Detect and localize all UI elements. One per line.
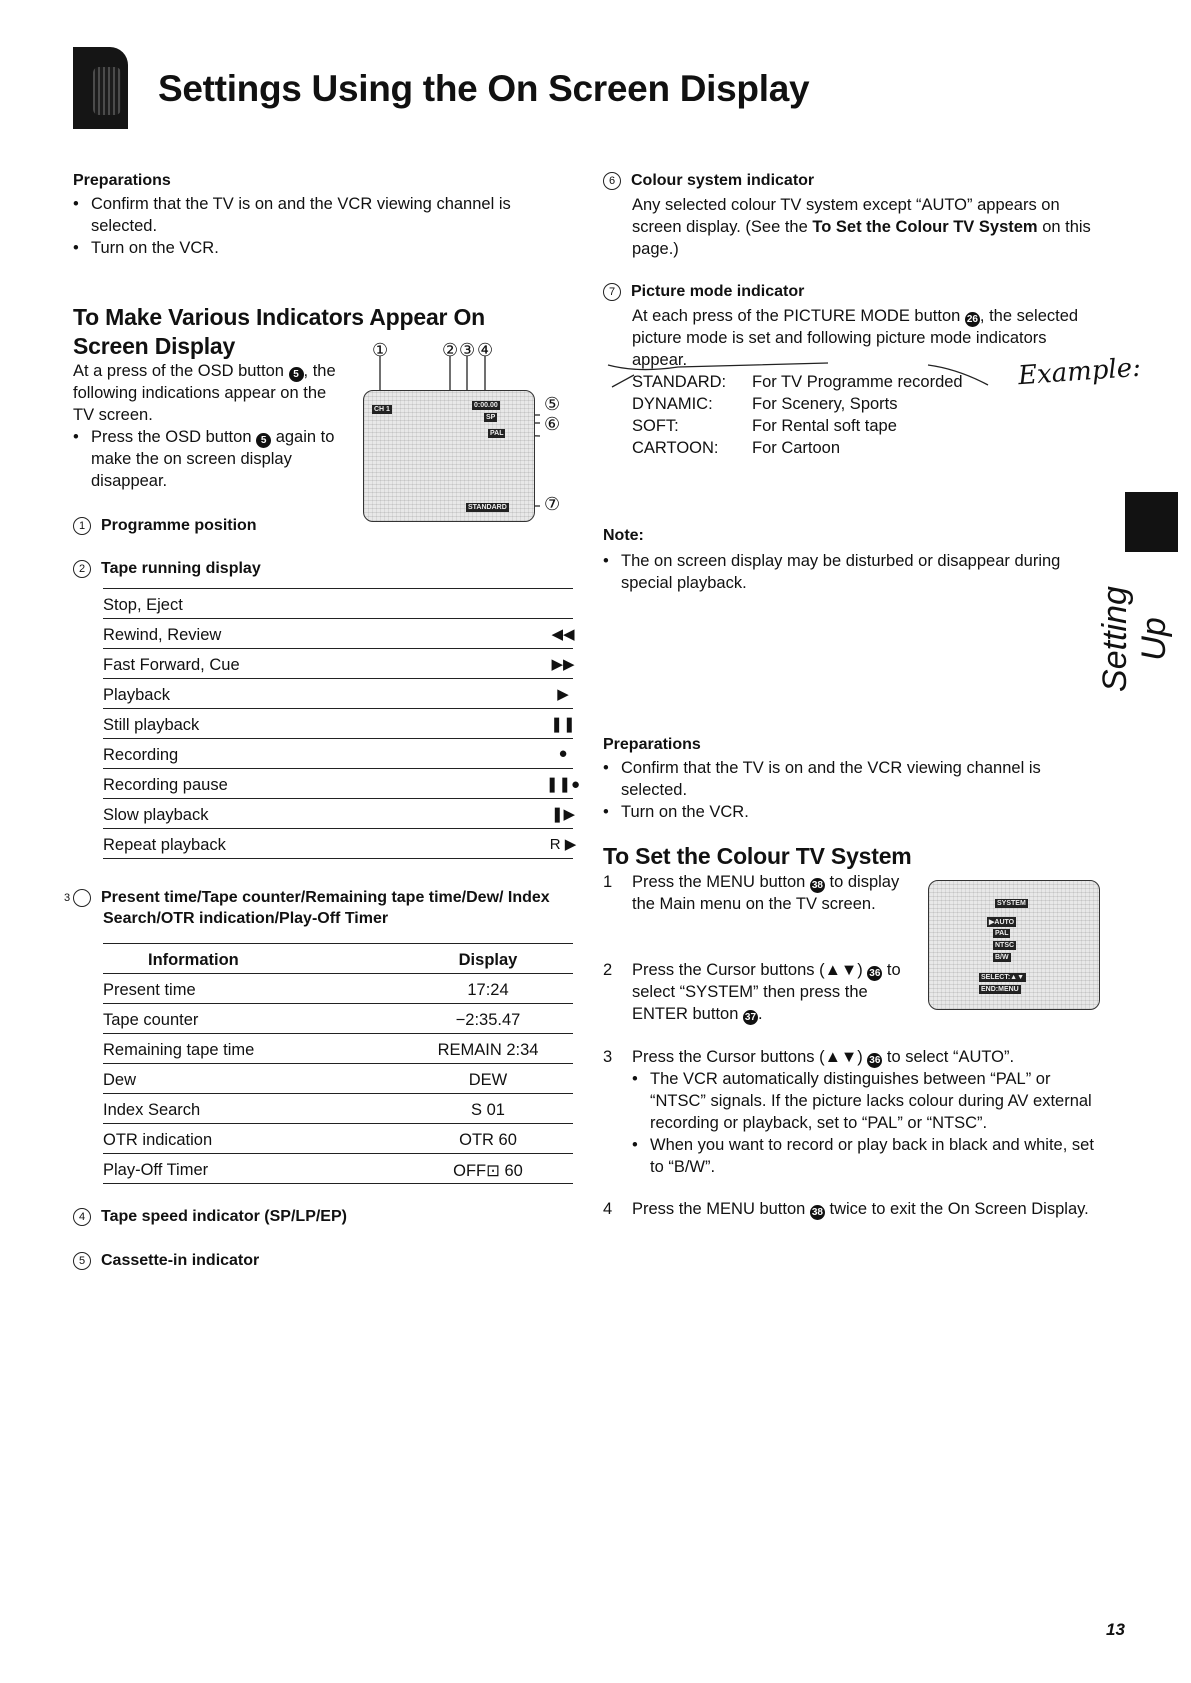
item-number: 1 bbox=[73, 517, 91, 535]
tape-mode: Fast Forward, Cue bbox=[103, 656, 240, 674]
tape-row bbox=[103, 679, 573, 709]
step-3-bullets bbox=[632, 1068, 1102, 1178]
info-row bbox=[103, 1124, 573, 1154]
info-row bbox=[103, 1064, 573, 1094]
section-tab-marker bbox=[1125, 492, 1178, 552]
item-programme-position bbox=[73, 517, 257, 535]
display-cell: OFF⊡ 60 bbox=[453, 1162, 523, 1180]
intro-text-2: , the following indications appear on the TV screen. bbox=[73, 362, 336, 424]
tape-row bbox=[103, 649, 573, 679]
callout-3: ③ bbox=[459, 340, 476, 360]
desc-text: At each press of the PICTURE MODE button bbox=[632, 307, 961, 325]
display-cell: 17:24 bbox=[467, 981, 509, 999]
item-tape-speed bbox=[73, 1208, 347, 1226]
menu-screen bbox=[928, 880, 1100, 1010]
tape-symbol: ❚❚● bbox=[545, 776, 581, 793]
enter-button-ref: 37 bbox=[744, 1012, 757, 1023]
section-title-colour-system: To Set the Colour TV System bbox=[603, 843, 912, 869]
info-row bbox=[103, 974, 573, 1004]
note-heading: Note: bbox=[603, 527, 644, 544]
step-text-2: to display the Main menu on the TV screen. bbox=[632, 873, 900, 913]
intro-text: At a press of the OSD button bbox=[73, 362, 284, 380]
step-text-3: . bbox=[757, 1005, 763, 1023]
menu-bw: B/W bbox=[995, 954, 1009, 961]
screen-speed: SP bbox=[486, 414, 496, 421]
step-text: Press the MENU button bbox=[632, 873, 806, 891]
callout-2: ② bbox=[442, 340, 459, 360]
display-cell: S 01 bbox=[471, 1101, 505, 1119]
menu-auto: ▶AUTO bbox=[989, 919, 1015, 926]
callout-5: ⑤ bbox=[544, 394, 561, 414]
item-label: Picture mode indicator bbox=[631, 283, 805, 300]
section-tab-label: Setting Up bbox=[1096, 586, 1173, 692]
step-2-text bbox=[632, 959, 917, 1025]
item-label: Colour system indicator bbox=[631, 172, 815, 189]
mode-name: STANDARD: bbox=[632, 373, 727, 391]
item-number: 7 bbox=[603, 283, 621, 301]
mode-name: DYNAMIC: bbox=[632, 395, 713, 413]
tape-symbol: ◀◀ bbox=[551, 626, 575, 643]
step-1-text bbox=[632, 871, 917, 915]
desc-link-bold: To Set the Colour TV System bbox=[812, 218, 1038, 236]
item-number: 3 bbox=[73, 889, 91, 907]
prep-item: • Turn on the VCR. bbox=[73, 237, 573, 259]
step-3-bullet: • The VCR automatically distinguishes between “PAL” or “NTSC” signals. If the picture lacks colour during AV external recording or playback, set to “PAL” or “NTSC”. bbox=[632, 1068, 1102, 1134]
prep-item: • Confirm that the TV is on and the VCR viewing channel is selected. bbox=[603, 757, 1103, 801]
display-cell: DEW bbox=[468, 1071, 508, 1089]
screen-picture-mode: STANDARD bbox=[468, 504, 507, 511]
item-label: Programme position bbox=[101, 517, 257, 534]
tape-symbol: ▶ bbox=[557, 686, 569, 703]
step-text: Press the MENU button bbox=[632, 1200, 806, 1218]
display-col-header: Display bbox=[458, 951, 518, 969]
osd-diagram bbox=[355, 338, 575, 528]
tape-row bbox=[103, 799, 576, 829]
menu-ntsc: NTSC bbox=[995, 942, 1015, 949]
item-label: Tape running display bbox=[101, 560, 261, 577]
page-number: 13 bbox=[1106, 1620, 1125, 1639]
tape-row bbox=[103, 619, 573, 649]
callout-6: ⑥ bbox=[544, 414, 561, 434]
tape-row bbox=[103, 589, 573, 619]
info-cell: Dew bbox=[103, 1071, 137, 1089]
picture-mode-button-ref: 26 bbox=[966, 314, 978, 325]
menu-end-hint: END:MENU bbox=[981, 986, 1019, 993]
page-title: Settings Using the On Screen Display bbox=[158, 68, 810, 109]
mode-desc: For Scenery, Sports bbox=[752, 395, 898, 413]
info-cell: Remaining tape time bbox=[103, 1041, 255, 1059]
desc-text: Any selected colour TV system except “AUTO” appears on screen display. (See the bbox=[632, 196, 1060, 236]
mode-row bbox=[632, 393, 1002, 415]
preparations-heading: Preparations bbox=[73, 172, 171, 189]
tape-mode: Recording pause bbox=[103, 776, 228, 794]
step-number: 1 bbox=[603, 873, 613, 891]
step-number: 4 bbox=[603, 1200, 613, 1218]
tv-screen bbox=[363, 390, 535, 522]
preparations-list bbox=[73, 193, 573, 259]
tape-row bbox=[103, 739, 573, 769]
press-text-2: again to make the on screen display disappear. bbox=[91, 428, 335, 490]
cursor-button-ref: 36 bbox=[869, 1055, 881, 1066]
mode-name: SOFT: bbox=[632, 417, 679, 435]
callout-1: ① bbox=[372, 340, 389, 360]
tape-row bbox=[103, 829, 577, 859]
info-cell: Play-Off Timer bbox=[103, 1161, 209, 1179]
osd-button-ref: 5 bbox=[256, 433, 271, 448]
tape-symbol: ❚❚ bbox=[550, 716, 576, 733]
section-title-indicators-2: Screen Display bbox=[73, 333, 236, 359]
handwritten-example: Example: bbox=[1017, 352, 1142, 392]
menu-button-ref: 38 bbox=[811, 1207, 823, 1218]
mode-desc: For TV Programme recorded bbox=[752, 373, 963, 391]
info-row bbox=[103, 1034, 573, 1064]
tape-row bbox=[103, 769, 581, 799]
tape-mode: Repeat playback bbox=[103, 836, 226, 854]
item-label: Present time/Tape counter/Remaining tape time/Dew/ Index Search/OTR indication/Play-Off Timer bbox=[101, 889, 550, 927]
tape-symbol: ● bbox=[558, 745, 568, 762]
callout-4: ④ bbox=[477, 340, 494, 360]
osd-button-ref: 5 bbox=[289, 367, 304, 382]
tape-mode: Rewind, Review bbox=[103, 626, 222, 644]
osd-press-note bbox=[73, 426, 343, 492]
info-header-row bbox=[103, 944, 573, 974]
item-number: 2 bbox=[73, 560, 91, 578]
item-tape-running bbox=[73, 560, 261, 578]
info-col-header: Information bbox=[148, 951, 239, 969]
step-text-2: to select “AUTO”. bbox=[882, 1048, 1015, 1066]
item-cassette-in bbox=[73, 1252, 259, 1270]
mode-row bbox=[632, 437, 1002, 459]
item-present-time bbox=[63, 887, 613, 929]
mode-name: CARTOON: bbox=[632, 439, 719, 457]
desc-text-2: , the selected picture mode is set and following picture mode indicators appear. bbox=[632, 307, 1079, 369]
step-number: 3 bbox=[603, 1048, 613, 1066]
press-text: Press the OSD button bbox=[91, 428, 252, 446]
step-text-2: twice to exit the On Screen Display. bbox=[824, 1200, 1089, 1218]
mode-row bbox=[632, 371, 1002, 393]
callout-7: ⑦ bbox=[544, 494, 561, 514]
screen-colour-system: PAL bbox=[490, 430, 504, 437]
note-text bbox=[603, 550, 1063, 594]
mode-desc: For Rental soft tape bbox=[752, 417, 897, 435]
tape-mode: Playback bbox=[103, 686, 170, 704]
preparations-list-2 bbox=[603, 757, 1103, 823]
prep-item: • Turn on the VCR. bbox=[603, 801, 1103, 823]
info-row bbox=[103, 1154, 573, 1184]
title-marker bbox=[73, 47, 128, 129]
step-text: Press the Cursor buttons (▲▼) bbox=[632, 961, 863, 979]
note-item: • The on screen display may be disturbed or disappear during special playback. bbox=[603, 550, 1063, 594]
mode-row bbox=[632, 415, 1002, 437]
item-colour-system bbox=[603, 172, 814, 190]
step-number: 2 bbox=[603, 961, 613, 979]
display-cell: −2:35.47 bbox=[455, 1011, 521, 1029]
menu-button-ref: 38 bbox=[811, 880, 823, 891]
info-cell: Index Search bbox=[103, 1101, 201, 1119]
press-osd-bullet bbox=[73, 426, 343, 492]
screen-channel: CH 1 bbox=[374, 406, 390, 413]
item-number: 5 bbox=[73, 1252, 91, 1270]
cursor-button-ref: 36 bbox=[869, 968, 881, 979]
display-cell: REMAIN 2:34 bbox=[437, 1041, 539, 1059]
step-3-text bbox=[632, 1046, 1102, 1068]
tape-symbol: ▶▶ bbox=[551, 656, 575, 673]
mode-desc: For Cartoon bbox=[752, 439, 841, 457]
menu-system: SYSTEM bbox=[997, 900, 1026, 907]
display-cell: OTR 60 bbox=[459, 1131, 517, 1149]
osd-intro bbox=[73, 360, 348, 426]
menu-select-hint: SELECT:▲▼ bbox=[981, 974, 1025, 981]
info-row bbox=[103, 1004, 573, 1034]
tape-symbol: R ▶ bbox=[549, 836, 577, 853]
info-cell: Present time bbox=[103, 981, 196, 999]
menu-pal: PAL bbox=[995, 930, 1009, 937]
info-cell: OTR indication bbox=[103, 1131, 213, 1149]
section-title-indicators: To Make Various Indicators Appear On bbox=[73, 304, 486, 330]
item-picture-mode bbox=[603, 283, 804, 301]
preparations-heading-2: Preparations bbox=[603, 736, 701, 753]
step-4-text bbox=[632, 1198, 1102, 1220]
step-text-2: to select “SYSTEM” then press the ENTER button bbox=[632, 961, 901, 1023]
item-number: 6 bbox=[603, 172, 621, 190]
tape-symbol: ❚▶ bbox=[550, 806, 576, 823]
tape-mode: Recording bbox=[103, 746, 179, 764]
desc-text-2: on this page.) bbox=[632, 218, 1091, 258]
prep-item: • Confirm that the TV is on and the VCR viewing channel is selected. bbox=[73, 193, 573, 237]
step-3-bullet: • When you want to record or play back in black and white, set to “B/W”. bbox=[632, 1134, 1102, 1178]
info-row bbox=[103, 1094, 573, 1124]
tape-mode: Still playback bbox=[103, 716, 200, 734]
tape-mode: Stop, Eject bbox=[103, 596, 183, 614]
item-label: Tape speed indicator (SP/LP/EP) bbox=[101, 1208, 347, 1225]
info-cell: Tape counter bbox=[103, 1011, 199, 1029]
picture-modes-list bbox=[632, 371, 1002, 459]
colour-system-desc bbox=[632, 194, 1107, 260]
screen-counter: 0:00.00 bbox=[474, 402, 498, 409]
item-label: Cassette-in indicator bbox=[101, 1252, 260, 1269]
tape-mode: Slow playback bbox=[103, 806, 209, 824]
item-number: 4 bbox=[73, 1208, 91, 1226]
step-text: Press the Cursor buttons (▲▼) bbox=[632, 1048, 863, 1066]
tape-row bbox=[103, 709, 576, 739]
